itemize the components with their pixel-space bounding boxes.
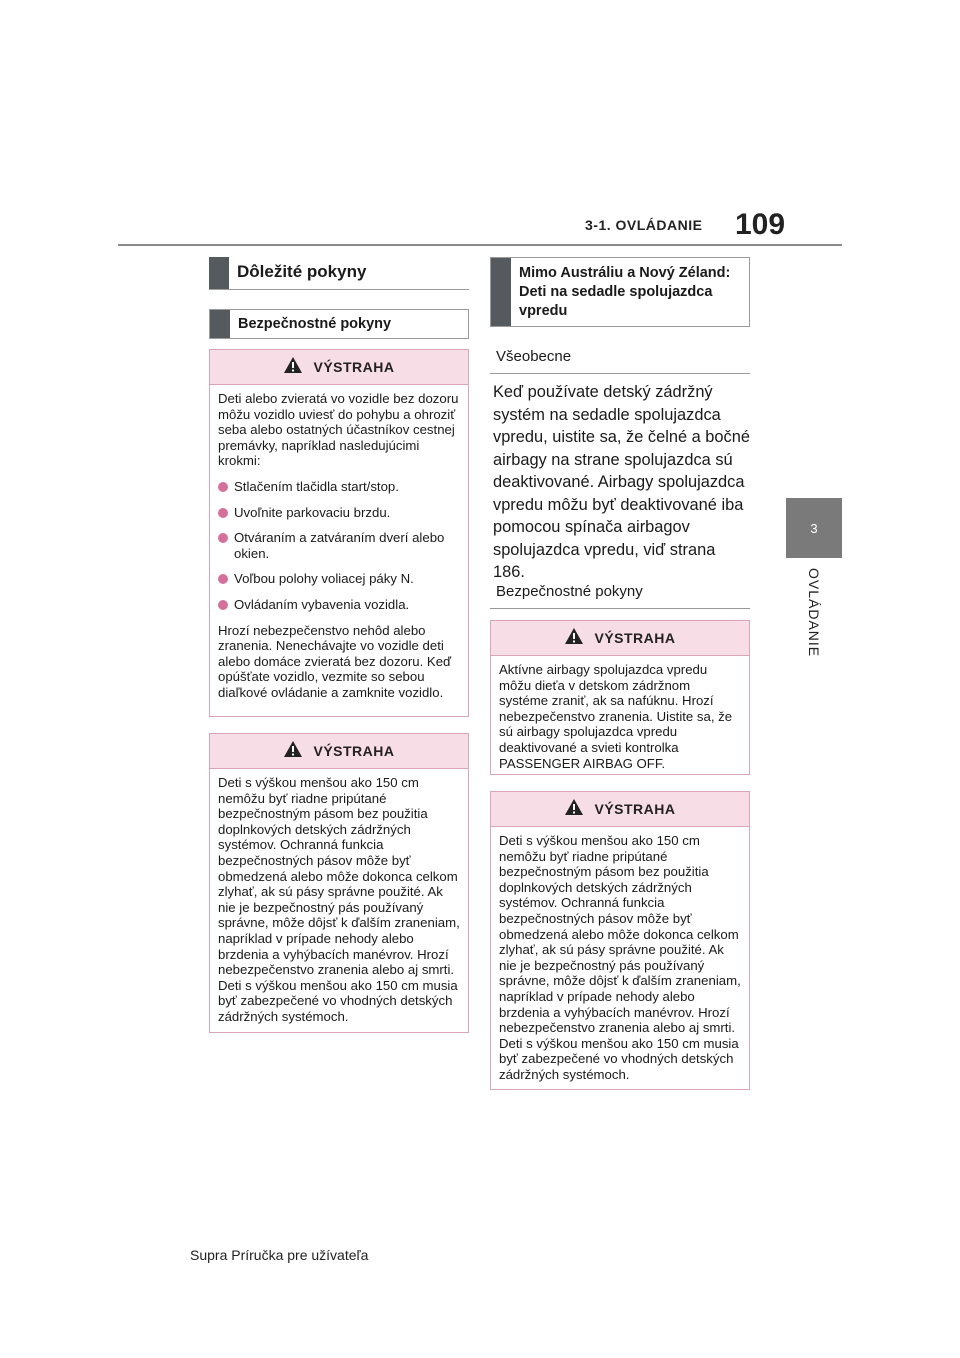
list-item-text: Ovládaním vybavenia vozidla.: [234, 596, 410, 612]
bullet-dot-icon: [218, 508, 228, 518]
section-heading-front-seat: [490, 257, 750, 327]
chapter-tab-number: [786, 498, 842, 558]
warning-list: [218, 479, 460, 613]
warning-box-airbags: [490, 620, 750, 775]
footer-manual-title: Supra Príručka pre užívateľa: [190, 1247, 369, 1263]
warning-triangle-icon: [283, 356, 303, 379]
warning-title: VÝSTRAHA: [313, 359, 395, 375]
heading-title: Dôležité pokyny: [237, 262, 367, 281]
warning-text: Deti s výškou menšou ako 150 cm nemôžu byť riadne pripútané bezpečnostným pásom bez použitia doplnkových detských zádržných systémov. Ochranná funkcia bezpečnostných pásov môže byť obmedzená alebo môže dokonca celkom zlyhať, ak sú pásy správne použité. Ak nie je bezpečnostný pás používaný správne, môže dôjsť k ďalším zraneniam, napríklad v prípade nehody alebo brzdenia a vyhýbacích manévrov. Hrozí nebezpečenstvo zranenia alebo aj smrti. Deti s výškou menšou ako 150 cm musia byť zabezpečené vo vhodných detských zádržných systémoch.: [218, 775, 460, 1024]
warning-body: [491, 656, 749, 771]
list-item-text: Uvoľnite parkovaciu brzdu.: [234, 504, 391, 520]
warning-body: [491, 827, 749, 1083]
subheading-title: Bezpečnostné pokyny: [238, 316, 392, 332]
warning-header: [210, 350, 468, 385]
chapter-label: OVLÁDANIE: [806, 568, 822, 658]
header-rule: [118, 244, 842, 246]
warning-title: VÝSTRAHA: [594, 630, 676, 646]
page-number: 109: [735, 208, 786, 241]
subheading-general: Všeobecne: [490, 348, 750, 374]
bullet-dot-icon: [218, 533, 228, 543]
warning-title: VÝSTRAHA: [594, 801, 676, 817]
list-item: [218, 571, 460, 587]
heading-bar: [491, 258, 511, 326]
bullet-dot-icon: [218, 600, 228, 610]
warning-triangle-icon: [283, 740, 303, 763]
warning-box-children-pets: [209, 349, 469, 717]
list-item-text: Otváraním a zatváraním dverí alebo okien.: [234, 530, 445, 561]
warning-text: Deti s výškou menšou ako 150 cm nemôžu byť riadne pripútané bezpečnostným pásom bez použitia doplnkových detských zádržných systémov. Ochranná funkcia bezpečnostných pásov môže byť obmedzená alebo môže dokonca celkom zlyhať, ak sú pásy správne použité. Ak nie je bezpečnostný pás používaný správne, môže dôjsť k ďalším zraneniam, napríklad v prípade nehody alebo brzdenia a vyhýbacích manévrov. Hrozí nebezpečenstvo zranenia alebo aj smrti. Deti s výškou menšou ako 150 cm musia byť zabezpečené vo vhodných detských zádržných systémoch.: [499, 833, 741, 1082]
warning-body: [210, 769, 468, 1025]
heading-bar: [209, 257, 229, 289]
heading-title: Mimo Austráliu a Nový Zéland: Deti na sedadle spolujazdca vpredu: [519, 265, 731, 319]
section-heading-important: [209, 257, 469, 290]
list-item: [218, 479, 460, 495]
subheading-safety: [209, 309, 469, 339]
body-paragraph: Keď používate detský zádržný systém na sedadle spolujazdca vpredu, uistite sa, že čelné a bočné airbagy na strane spolujazdca sú deaktivované. Airbagy spolujazdca vpredu môžu byť deaktivované iba pomocou spínača airbagov spolujazdca vpredu, viď strana 186.: [493, 383, 750, 581]
warning-header: [491, 621, 749, 656]
warning-body: [210, 385, 468, 701]
list-item-text: Voľbou polohy voliacej páky N.: [234, 571, 414, 587]
warning-triangle-icon: [564, 798, 584, 821]
chapter-number: 3: [810, 520, 818, 536]
warning-box-children-height: [209, 733, 469, 1033]
warning-text: Aktívne airbagy spolujazdca vpredu môžu dieťa v detskom zádržnom systéme zraniť, ak sa nafúknu. Hrozí nebezpečenstvo zranenia. Uistite sa, že sú airbagy spolujazdca vpredu deaktivované a svieti kontrolka PASSENGER AIRBAG OFF.: [499, 662, 733, 771]
list-item: [218, 597, 460, 613]
warning-intro: Deti alebo zvieratá vo vozidle bez dozoru môžu vozidlo uviesť do pohybu a ohroziť seba alebo ostatných účastníkov cestnej premávky, napríklad nasledujúcimi krokmi:: [218, 391, 459, 469]
warning-title: VÝSTRAHA: [313, 743, 395, 759]
bullet-dot-icon: [218, 482, 228, 492]
subheading-safety-right: Bezpečnostné pokyny: [490, 583, 750, 609]
list-item: [218, 530, 460, 561]
list-item: [218, 505, 460, 521]
warning-box-children-height-right: [490, 791, 750, 1090]
warning-outro: Hrozí nebezpečenstvo nehôd alebo zranenia. Nenechávajte vo vozidle deti alebo domáce zvieratá bez dozoru. Keď opúšťate vozidlo, vezmite so sebou diaľkové ovládanie a zamknite vozidlo.: [218, 622, 452, 700]
section-title: 3-1. OVLÁDANIE: [585, 217, 703, 233]
subheading-bar: [210, 310, 230, 338]
warning-header: [491, 792, 749, 827]
warning-header: [210, 734, 468, 769]
bullet-dot-icon: [218, 574, 228, 584]
warning-triangle-icon: [564, 627, 584, 650]
list-item-text: Stlačením tlačidla start/stop.: [234, 478, 399, 494]
chapter-tab-label: [786, 562, 842, 672]
